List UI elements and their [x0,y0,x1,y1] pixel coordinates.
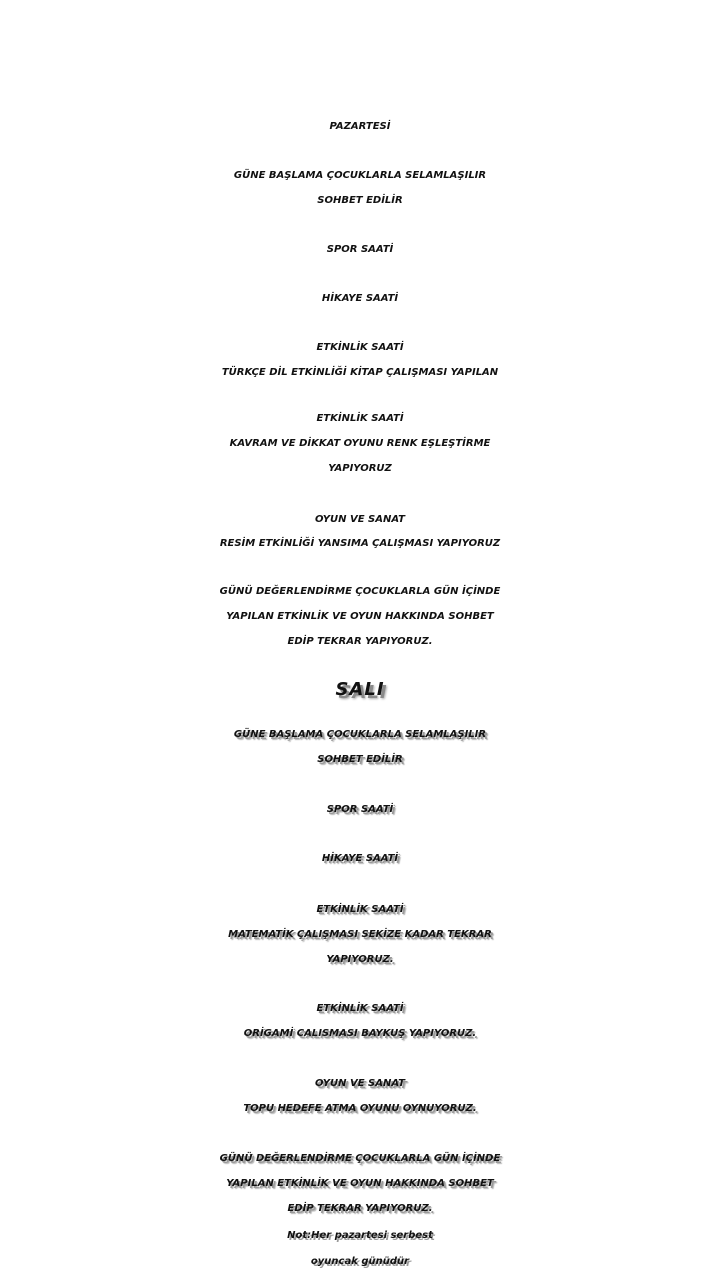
sali-play-desc: TOPU HEDEFE ATMA OYUNU OYNUYORUZ. [243,1103,477,1114]
pazartesi-activity1-desc: TÜRKÇE DİL ETKİNLİĞİ KİTAP ÇALIŞMASI YAPILAN [221,367,499,378]
sali-activity1-desc-line-1: MATEMATİK ÇALIŞMASI SEKİZE KADAR TEKRAR [228,929,492,940]
pazartesi-activity1-title: ETKİNLİK SAATİ [316,342,404,353]
pazartesi-eval-line-3: EDİP TEKRAR YAPIYORUZ. [287,636,433,647]
sali-greeting-line-2: SOHBET EDİLİR [317,754,403,765]
sali-activity1-desc-line-2: YAPIYORUZ. [326,954,394,965]
sali-story: HİKAYE SAATİ [321,853,399,864]
pazartesi-play-desc: RESİM ETKİNLİĞİ YANSIMA ÇALIŞMASI YAPIYORUZ [219,538,501,549]
pazartesi-activity2-title: ETKİNLİK SAATİ [316,413,404,424]
sali-eval-line-2: YAPILAN ETKİNLİK VE OYUN HAKKINDA SOHBET [226,1178,494,1189]
pazartesi-activity2-desc-line-1: KAVRAM VE DİKKAT OYUNU RENK EŞLEŞTİRME [229,438,491,449]
sali-eval-line-1: GÜNÜ DEĞERLENDİRME ÇOCUKLARLA GÜN İÇİNDE [219,1153,501,1164]
day-title-pazartesi: PAZARTESİ [329,121,391,132]
sali-activity2-desc: ORİGAMİ CALISMASI BAYKUŞ YAPIYORUZ. [243,1028,477,1039]
sali-sport: SPOR SAATİ [326,804,394,815]
day-title-sali: SALI [335,679,385,700]
sali-greeting-line-1: GÜNE BAŞLAMA ÇOCUKLARLA SELAMLAŞILIR [233,729,487,740]
pazartesi-eval-line-2: YAPILAN ETKİNLİK VE OYUN HAKKINDA SOHBET [226,611,494,622]
sali-play-title: OYUN VE SANAT [315,1078,405,1089]
pazartesi-greeting-line-1: GÜNE BAŞLAMA ÇOCUKLARLA SELAMLAŞILIR [233,170,487,181]
sali-activity1-title: ETKİNLİK SAATİ [316,904,404,915]
note-line-2: oyuncak günüdür [310,1256,410,1267]
pazartesi-story: HİKAYE SAATİ [321,293,399,304]
pazartesi-activity2-desc-line-2: YAPIYORUZ [328,463,392,474]
note-line-1: Not:Her pazartesi serbest [287,1230,433,1241]
pazartesi-eval-line-1: GÜNÜ DEĞERLENDİRME ÇOCUKLARLA GÜN İÇİNDE [219,586,501,597]
pazartesi-greeting-line-2: SOHBET EDİLİR [317,195,403,206]
pazartesi-play-title: OYUN VE SANAT [315,514,405,525]
sali-activity2-title: ETKİNLİK SAATİ [316,1003,404,1014]
pazartesi-sport: SPOR SAATİ [326,244,394,255]
sali-eval-line-3: EDİP TEKRAR YAPIYORUZ. [287,1203,433,1214]
